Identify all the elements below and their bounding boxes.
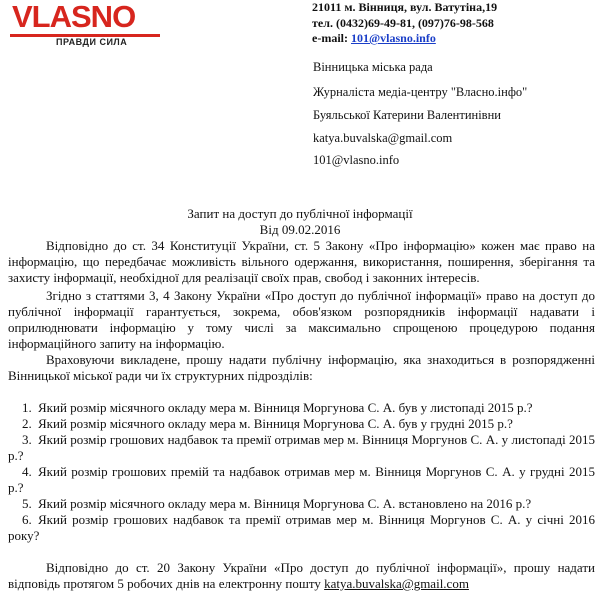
list-item-text: Який розмір місячного окладу мера м. Вінниця Моргунова С. А. був у листопаді 2015 р.? (38, 400, 533, 415)
list-item-number: 2. (22, 416, 32, 431)
paragraph-request-text: Враховуючи викладене, прошу надати публічну інформацію, яка знаходиться в розпорядженні Вінницької міської ради чи їх структурних підрозділів: (8, 352, 595, 383)
document-title: Запит на доступ до публічної інформації (187, 206, 413, 221)
list-item-number: 3. (22, 432, 32, 447)
addressee-email-2: 101@vlasno.info (313, 153, 400, 167)
header-phone: тел. (0432)69-49-81, (097)76-98-568 (312, 16, 494, 30)
list-item-text: Який розмір грошових надбавок та премії отримав мер м. Вінниця Моргунов С. А. у листопаді 2015 р.? (8, 432, 595, 463)
paragraph-constitution (8, 238, 595, 286)
vlasno-logo (10, 0, 160, 50)
paragraph-request (8, 352, 595, 384)
header-address: 21011 м. Вінниця, вул. Ватутіна,19 (312, 0, 498, 14)
list-item (8, 432, 595, 464)
list-item (8, 416, 595, 432)
paragraph-constitution-text: Відповідно до ст. 34 Конституції України, ст. 5 Закону «Про інформацію» кожен має право на інформацію, що передбачає можливість вільного одержання, використання, поширення, зберігання та захисту інформації, необхідної для реалізації своїх прав, свобод і законних інтересів. (8, 238, 595, 285)
list-item-number: 1. (22, 400, 32, 415)
list-item-text: Який розмір місячного окладу мера м. Вінниця Моргунова С. А. встановлено на 2016 р.? (38, 496, 532, 511)
list-item-number: 5. (22, 496, 32, 511)
closing-email-link[interactable]: katya.buvalska@gmail.com (324, 576, 469, 591)
paragraph-closing (8, 560, 595, 592)
paragraph-law-text: Згідно з статтями 3, 4 Закону України «Про доступ до публічної інформації» право на доступ до публічної інформації гарантується, зокрема, обов'язком розпорядників інформації надавати і оприлюднювати інформацію у тому числі за максимально спрощеною процедурою подання інформаційного запиту на інформацію. (8, 288, 595, 351)
header-email-line (312, 31, 436, 46)
list-item-text: Який розмір місячного окладу мера м. Вінниця Моргунова С. А. був у грудні 2015 р.? (38, 416, 513, 431)
list-item-number: 4. (22, 464, 32, 479)
addressee-journalist: Журналіста медіа-центру "Власно.інфо" (313, 85, 528, 99)
header-email-link[interactable]: 101@vlasno.info (350, 31, 436, 45)
list-item (8, 400, 595, 416)
header-email-label: e-mail: (312, 31, 351, 45)
list-item (8, 512, 595, 544)
paragraph-closing-text: Відповідно до ст. 20 Закону України «Про доступ до публічної інформації», прошу надати відповідь протягом 5 робочих днів на електронну пошту (8, 560, 595, 591)
addressee-name: Буяльської Катерини Валентинівни (313, 108, 501, 122)
logo-brand: VLASNO (12, 0, 136, 34)
document-date: Від 09.02.2016 (259, 222, 341, 237)
list-item-text: Який розмір грошових премій та надбавок отримав мер м. Вінниця Моргунов С. А. у грудні 2015 р.? (8, 464, 595, 495)
addressee-council: Вінницька міська рада (313, 60, 433, 74)
logo-tagline: ПРАВДИ СИЛА (56, 37, 128, 47)
list-item (8, 464, 595, 496)
list-item-number: 6. (22, 512, 32, 527)
addressee-email[interactable]: katya.buvalska@gmail.com (313, 131, 453, 145)
paragraph-law (8, 288, 595, 352)
list-item-text: Який розмір грошових надбавок та премії отримав мер м. Вінниця Моргунов С. А. у січні 2016 року? (8, 512, 595, 543)
list-item (8, 496, 595, 512)
